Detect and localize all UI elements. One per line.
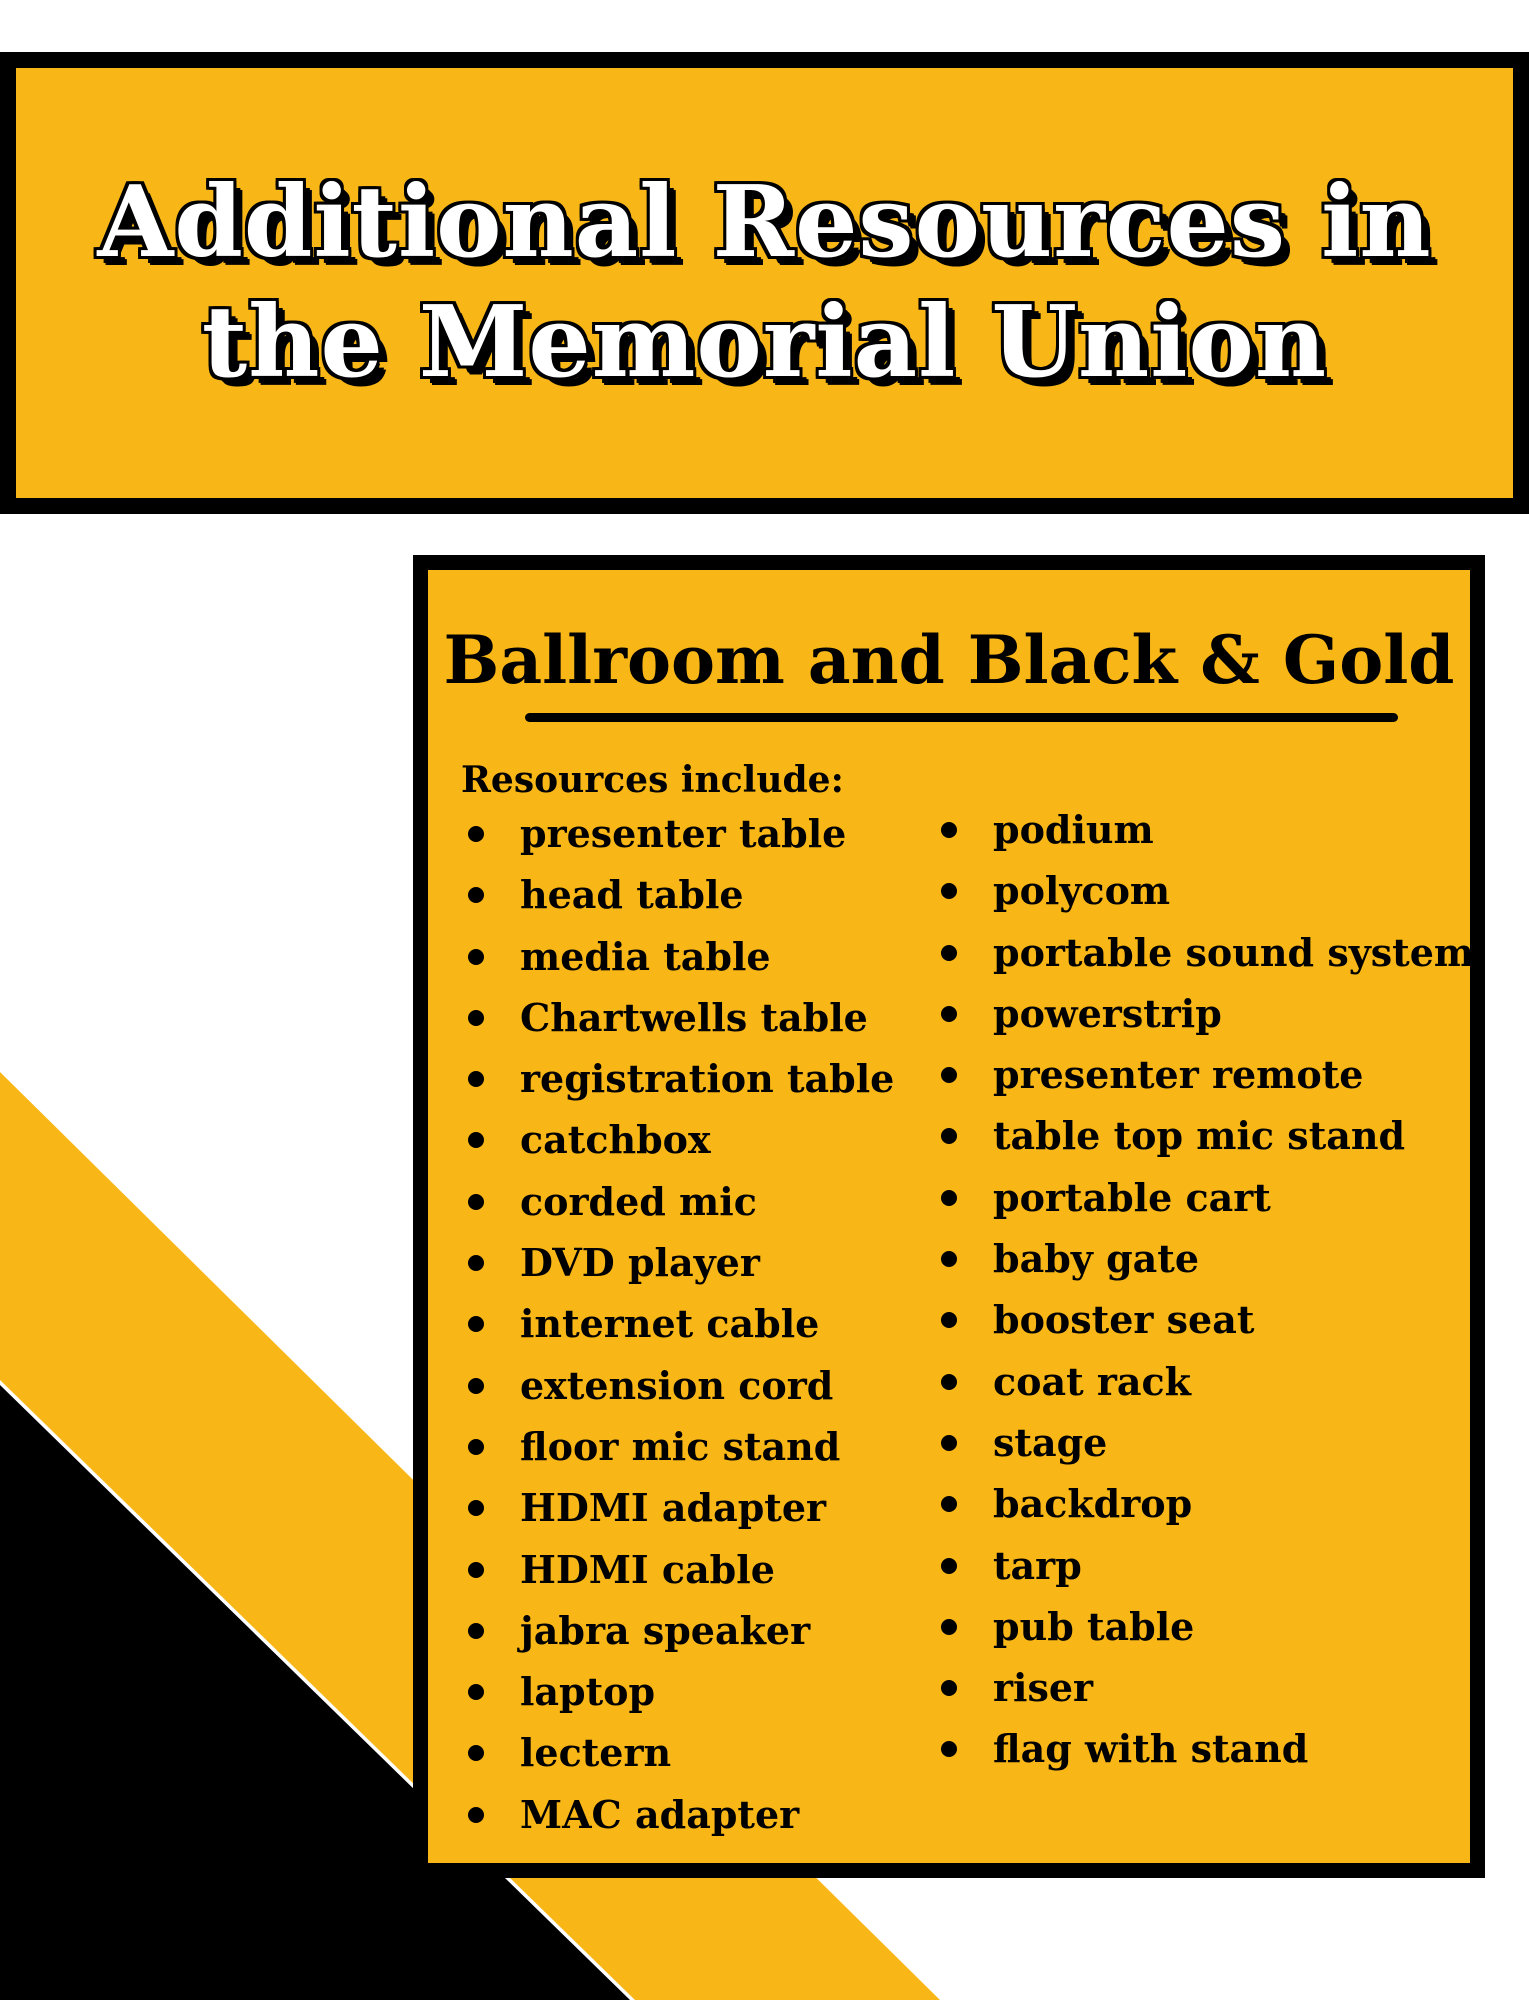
bullet-icon (468, 1684, 484, 1700)
resource-list-item (941, 1105, 1474, 1166)
bullet-icon (468, 949, 484, 965)
resource-list-item (941, 860, 1474, 921)
bullet-icon (468, 1071, 484, 1087)
card-heading: Ballroom and Black & Gold (443, 621, 1455, 699)
resource-list-item (468, 864, 894, 925)
resource-list-item (468, 926, 894, 987)
resource-list-item (468, 1784, 894, 1845)
bullet-icon (941, 883, 957, 899)
resource-list-item (468, 1293, 894, 1354)
resource-item-label: lectern (520, 1730, 672, 1776)
resource-item-label: flag with stand (993, 1726, 1309, 1772)
bullet-icon (941, 1128, 957, 1144)
page-title-line-1: Additional Resources in (97, 165, 1432, 280)
resource-list-item (941, 1596, 1474, 1657)
resource-item-label: backdrop (993, 1481, 1193, 1527)
bullet-icon (941, 1006, 957, 1022)
resource-item-label: table top mic stand (993, 1113, 1406, 1159)
page-title-line-2: the Memorial Union (201, 285, 1328, 400)
resource-list-left (468, 803, 894, 1845)
resource-list-item (468, 1171, 894, 1232)
bullet-icon (468, 887, 484, 903)
resource-list-item (468, 1600, 894, 1661)
resource-item-label: HDMI cable (520, 1546, 775, 1592)
resource-item-label: floor mic stand (520, 1423, 841, 1469)
bullet-icon (941, 945, 957, 961)
resource-list-item (941, 1044, 1474, 1105)
resource-list-item (941, 799, 1474, 860)
title-banner (0, 52, 1529, 514)
resource-list-item (468, 1355, 894, 1416)
resource-item-label: podium (993, 807, 1154, 852)
resource-item-label: media table (520, 933, 771, 979)
bullet-icon (941, 1435, 957, 1451)
bullet-icon (468, 1194, 484, 1210)
resource-item-label: laptop (520, 1669, 656, 1715)
bullet-icon (468, 1623, 484, 1639)
bullet-icon (941, 1374, 957, 1390)
resource-list-item (941, 1473, 1474, 1534)
resource-item-label: coat rack (993, 1358, 1191, 1404)
resource-item-label: presenter remote (993, 1052, 1364, 1098)
resource-item-label: portable cart (993, 1174, 1271, 1220)
bullet-icon (941, 1680, 957, 1696)
resource-list-item (941, 1228, 1474, 1289)
resources-intro-label: Resources include: (461, 759, 844, 801)
resource-item-label: pub table (993, 1603, 1195, 1649)
resource-list-item (941, 1657, 1474, 1718)
bullet-icon (468, 1316, 484, 1332)
bullet-icon (941, 822, 957, 838)
resource-item-label: Chartwells table (520, 994, 868, 1040)
bullet-icon (468, 1500, 484, 1516)
resource-list-item (468, 1232, 894, 1293)
resource-list-item (941, 1412, 1474, 1473)
resource-list-item (468, 1539, 894, 1600)
resource-list-item (941, 983, 1474, 1044)
resource-list-item (941, 1535, 1474, 1596)
resource-list-item (941, 922, 1474, 983)
bullet-icon (468, 1745, 484, 1761)
heading-underline (525, 713, 1398, 722)
bullet-icon (941, 1312, 957, 1328)
resource-list-item (941, 1718, 1474, 1779)
resource-item-label: tarp (993, 1542, 1082, 1588)
resource-item-label: internet cable (520, 1301, 820, 1347)
resource-list-item (468, 1477, 894, 1538)
bullet-icon (468, 1132, 484, 1148)
bullet-icon (468, 1562, 484, 1578)
bullet-icon (941, 1496, 957, 1512)
bullet-icon (468, 1378, 484, 1394)
resource-item-label: polycom (993, 868, 1171, 914)
resource-item-label: riser (993, 1665, 1094, 1711)
resource-list-item (468, 1661, 894, 1722)
bullet-icon (468, 826, 484, 842)
resource-item-label: baby gate (993, 1236, 1199, 1282)
bullet-icon (468, 1255, 484, 1271)
resource-list-item (941, 1289, 1474, 1350)
bullet-icon (941, 1619, 957, 1635)
resource-list-item (468, 803, 894, 864)
resource-item-label: booster seat (993, 1297, 1255, 1343)
resource-list-item (468, 987, 894, 1048)
resource-item-label: portable sound system (993, 929, 1475, 975)
bullet-icon (468, 1807, 484, 1823)
resource-item-label: stage (993, 1419, 1108, 1465)
bullet-icon (941, 1251, 957, 1267)
resource-item-label: corded mic (520, 1178, 757, 1224)
bullet-icon (941, 1067, 957, 1083)
resource-item-label: MAC adapter (520, 1791, 800, 1837)
bullet-icon (468, 1010, 484, 1026)
bullet-icon (941, 1558, 957, 1574)
resource-list-item (941, 1351, 1474, 1412)
resource-item-label: head table (520, 872, 744, 918)
bullet-icon (941, 1190, 957, 1206)
resource-list-item (468, 1722, 894, 1783)
bullet-icon (941, 1741, 957, 1757)
resource-item-label: jabra speaker (520, 1607, 811, 1653)
resource-list-item (468, 1416, 894, 1477)
bullet-icon (468, 1439, 484, 1455)
resource-item-label: presenter table (520, 811, 847, 856)
resource-item-label: extension cord (520, 1362, 834, 1408)
resource-list-item (941, 1167, 1474, 1228)
resource-item-label: catchbox (520, 1117, 711, 1163)
resource-card (413, 555, 1485, 1878)
resource-item-label: DVD player (520, 1240, 760, 1286)
resource-item-label: HDMI adapter (520, 1485, 827, 1531)
resource-item-label: powerstrip (993, 990, 1222, 1036)
resource-item-label: registration table (520, 1056, 895, 1102)
resource-list-item (468, 1109, 894, 1170)
resource-list-right (941, 799, 1474, 1780)
resource-list-item (468, 1048, 894, 1109)
